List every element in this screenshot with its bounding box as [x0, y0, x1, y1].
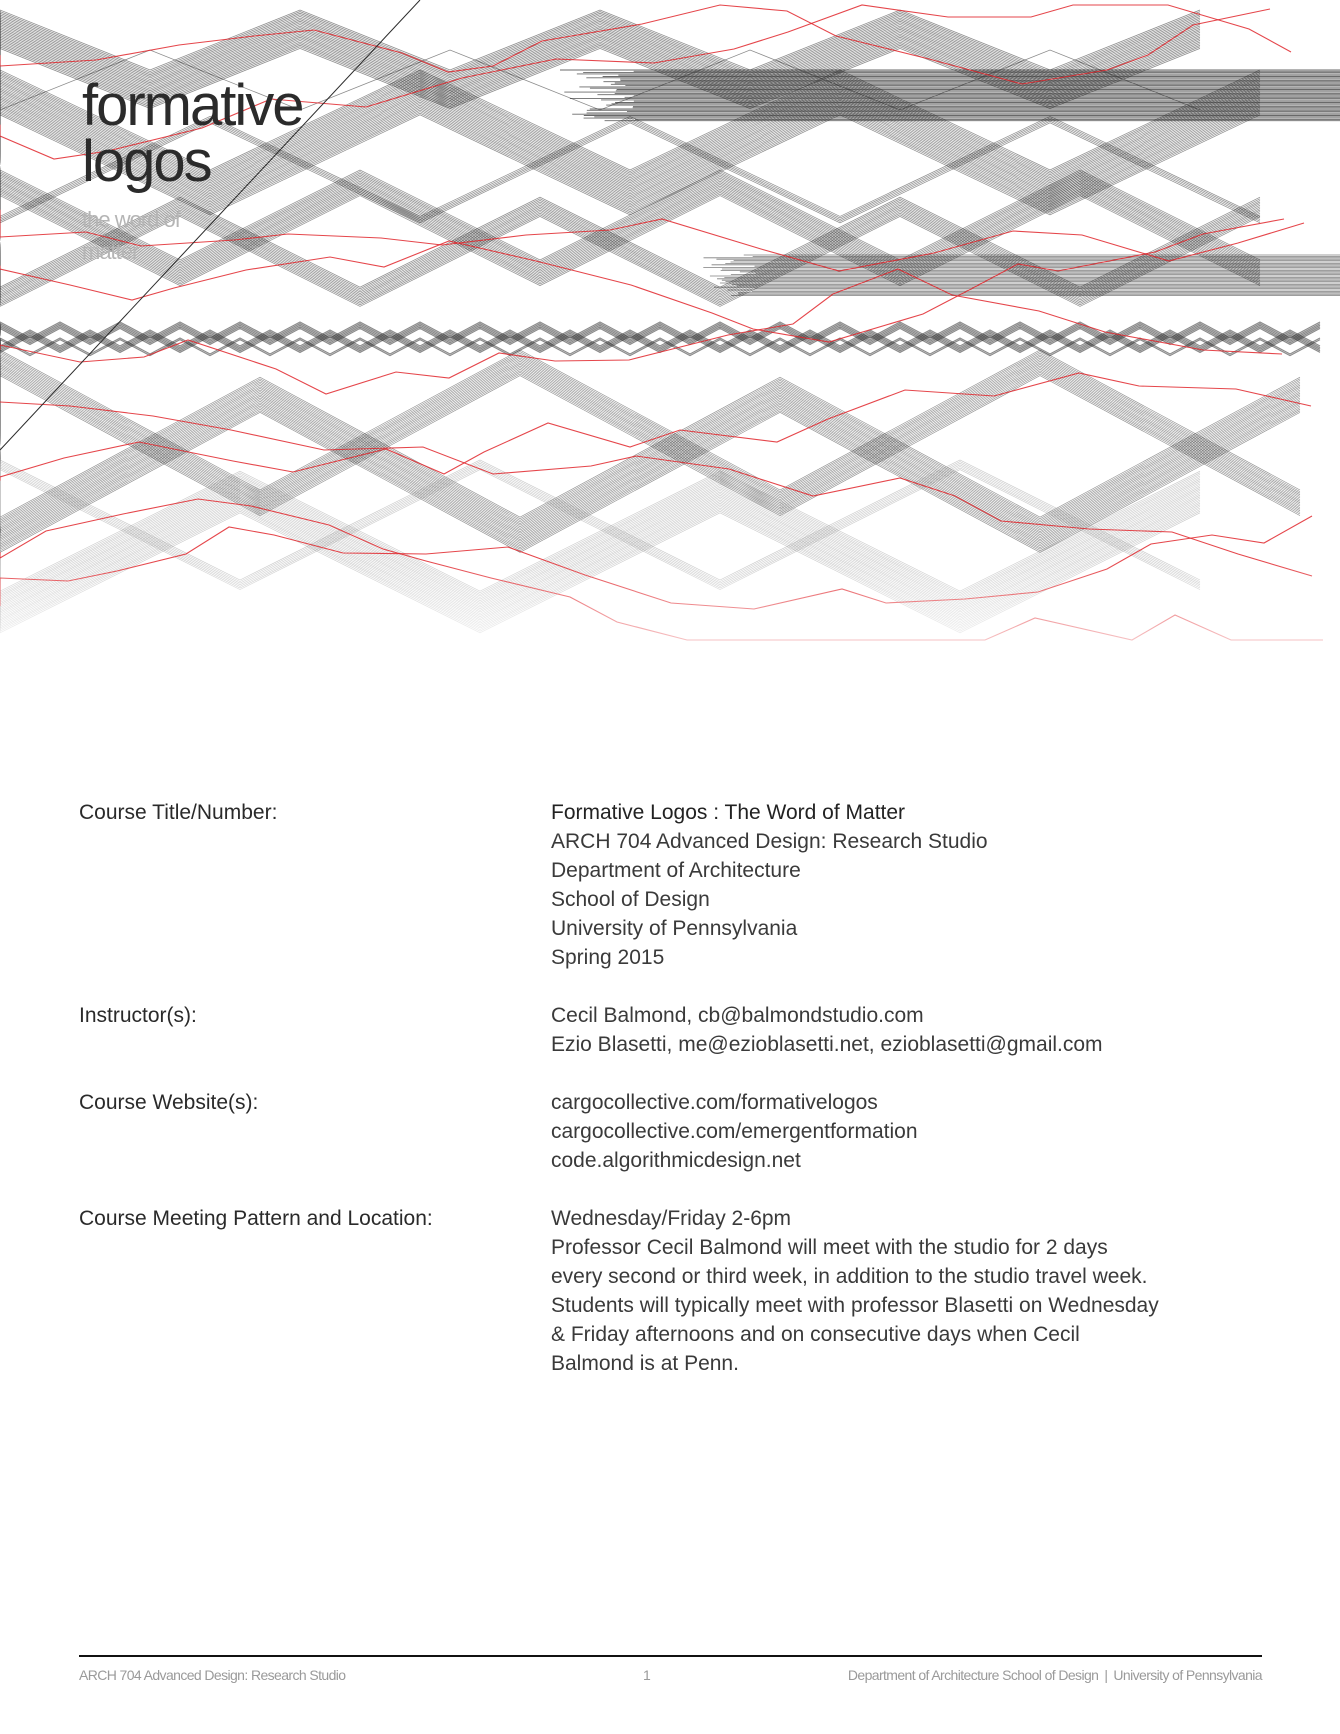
detail-values: [551, 1088, 1269, 1175]
detail-row-websites: [79, 1088, 1269, 1175]
hero-stroke: [0, 336, 1320, 352]
footer-course: ARCH 704 Advanced Design: Research Studio: [79, 1667, 346, 1683]
detail-line: every second or third week, in addition to the studio travel week.: [551, 1265, 1148, 1288]
detail-line: Formative Logos : The Word of Matter: [551, 801, 906, 824]
detail-line: Students will typically meet with professor Blasetti on Wednesday: [551, 1294, 1159, 1317]
detail-label: Course Title/Number:: [79, 801, 278, 824]
detail-line: School of Design: [551, 888, 710, 911]
page-footer: [79, 1655, 1262, 1683]
hero-fade: [0, 560, 1340, 730]
hero-title-line-1: formative: [82, 73, 303, 138]
hero-stroke: [0, 379, 1300, 519]
course-details: [79, 798, 1269, 1407]
footer-department-text: Department of Architecture School of Design: [847, 1667, 1099, 1683]
page-number: 1: [643, 1667, 651, 1683]
detail-values: [551, 798, 1269, 972]
detail-line: University of Pennsylvania: [551, 917, 798, 940]
detail-line: ARCH 704 Advanced Design: Research Studio: [551, 830, 988, 853]
hero-red-stroke: [0, 373, 1311, 481]
website-link[interactable]: code.algorithmicdesign.net: [551, 1149, 801, 1172]
hero-title-block: [82, 73, 303, 268]
detail-values: [551, 1204, 1269, 1378]
detail-row-meeting: [79, 1204, 1269, 1378]
detail-label: Instructor(s):: [79, 1004, 197, 1027]
footer-separator: |: [1104, 1667, 1108, 1683]
detail-label: Course Website(s):: [79, 1091, 259, 1114]
footer-department: [848, 1667, 1262, 1683]
footer-university: University of Pennsylvania: [1113, 1667, 1262, 1683]
hero-subtitle-line-1: the word of: [82, 207, 180, 232]
hero-subtitle-line-2: matter: [82, 239, 139, 264]
detail-line: Ezio Blasetti, me@ezioblasetti.net, ezioblasetti@gmail.com: [551, 1033, 1103, 1056]
detail-line: Wednesday/Friday 2-6pm: [551, 1207, 792, 1230]
detail-values: [551, 1001, 1269, 1059]
detail-line: Department of Architecture: [551, 859, 801, 882]
detail-label: Course Meeting Pattern and Location:: [79, 1207, 433, 1230]
detail-line: Professor Cecil Balmond will meet with the studio for 2 days: [551, 1236, 1108, 1259]
hero-graphic: [0, 0, 1340, 730]
hero-stroke: [0, 382, 1300, 522]
hero-title-line-2: logos: [82, 129, 211, 194]
detail-row-course-title: [79, 798, 1269, 972]
detail-line: Balmond is at Penn.: [551, 1352, 739, 1375]
website-link[interactable]: cargocollective.com/formativelogos: [551, 1091, 878, 1114]
detail-line: Cecil Balmond, cb@balmondstudio.com: [551, 1004, 924, 1027]
website-link[interactable]: cargocollective.com/emergentformation: [551, 1120, 918, 1143]
detail-row-instructors: [79, 1001, 1269, 1059]
detail-line: & Friday afternoons and on consecutive days when Cecil: [551, 1323, 1080, 1346]
detail-line: Spring 2015: [551, 946, 665, 969]
